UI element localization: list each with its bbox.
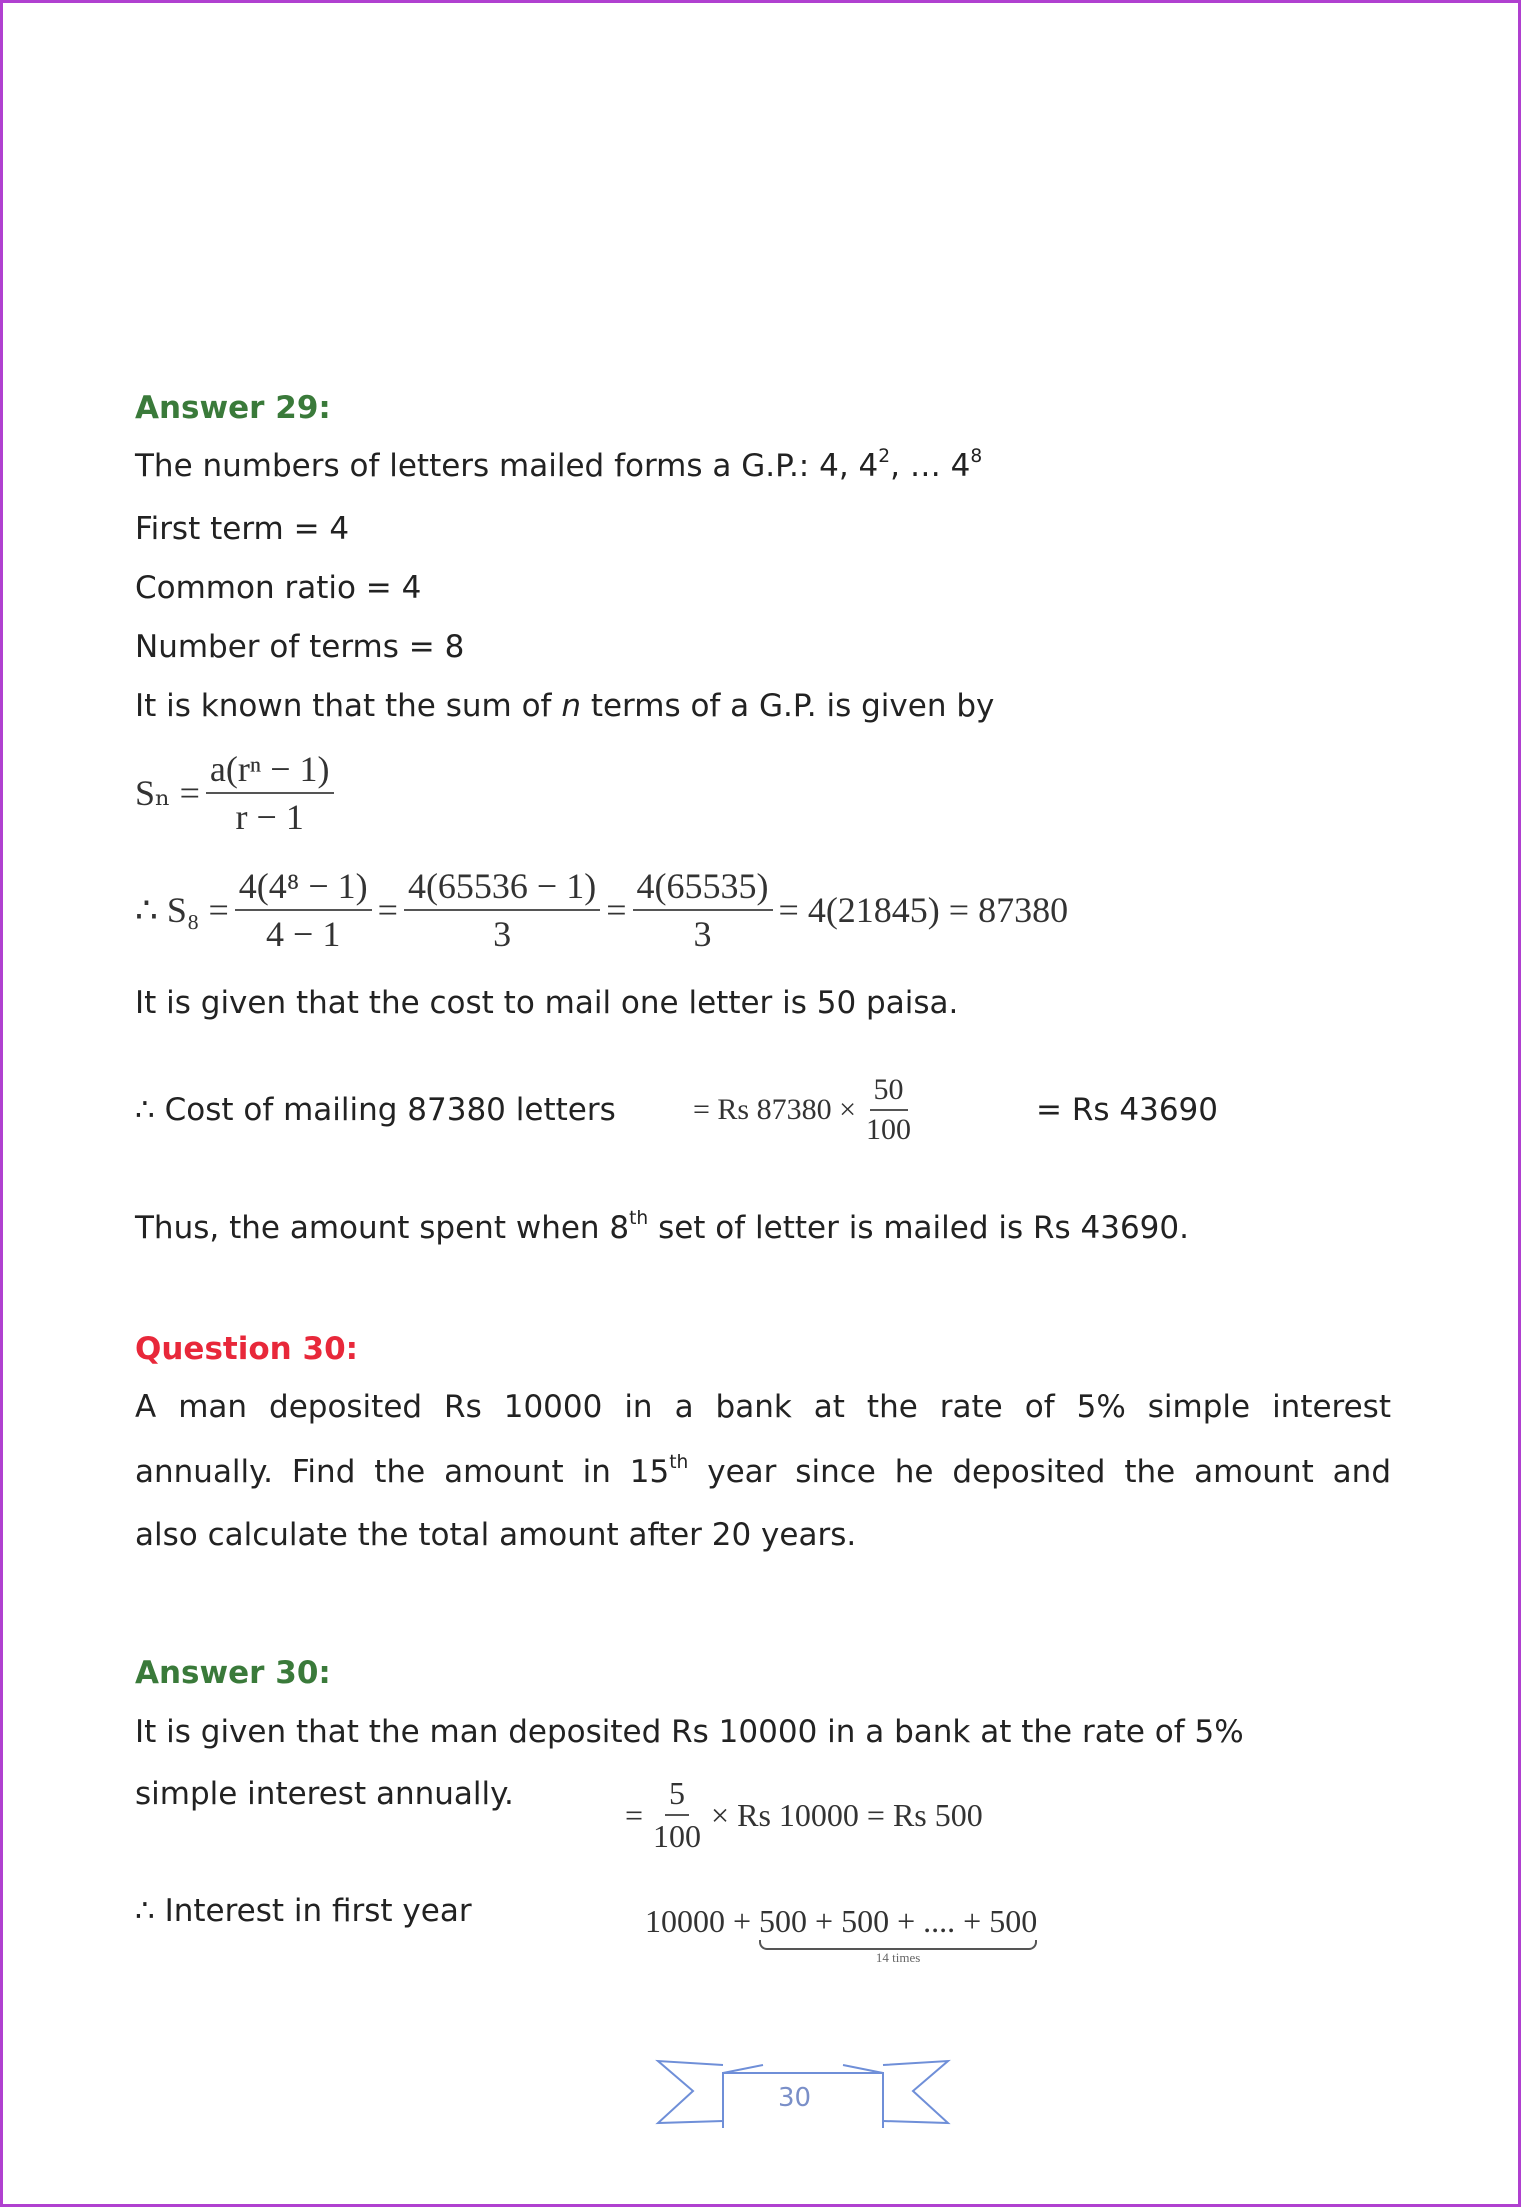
- cost-given: It is given that the cost to mail one letter is 50 paisa.: [135, 985, 959, 1021]
- sum-formula: Sₙ = $\frac{\text{a(rⁿ − 1)}}{r - 1}$: [135, 748, 340, 838]
- question-30-line-1: A man deposited Rs 10000 in a bank at the rate of 5% simple interest: [135, 1389, 1391, 1425]
- cost-result: = Rs 43690: [1036, 1092, 1218, 1128]
- gp-statement: The numbers of letters mailed forms a G.P.: 4, $4^2$, … $4^8$: [135, 446, 983, 484]
- number-of-terms: Number of terms = 8: [135, 629, 465, 665]
- question-30-line-3: also calculate the total amount after 20 years.: [135, 1517, 857, 1553]
- common-ratio: Common ratio = 4: [135, 570, 422, 606]
- question-30-line-2: annually. Find the amount in 15th year since he deposited the amount and: [135, 1452, 1391, 1490]
- question-30-heading: Question 30:: [135, 1331, 359, 1367]
- s8-calculation: ∴ S₈ = $\frac{\text{4(4⁸ − 1)}}{4 - 1}$ = $\frac{4(65536 - 1)}{3}$ = $\frac{4(65535)}{3}$ = 4(21845) = 87380: [135, 866, 1069, 954]
- first-term: First term = 4: [135, 511, 350, 547]
- answer-30-heading: Answer 30:: [135, 1655, 331, 1691]
- interest-formula: = $\frac{5}{100}$ × Rs 10000 = Rs 500: [625, 1775, 983, 1854]
- page-number: 30: [778, 2083, 812, 2113]
- amount-series-formula: 10000 + 500 + 500 + .... + 500 14 times: [645, 1903, 1038, 1965]
- cost-formula: = Rs 87380 × $\frac{50}{100}$: [693, 1073, 912, 1146]
- sum-formula-intro: It is known that the sum of n terms of a G.P. is given by: [135, 688, 995, 724]
- answer-30-line-2: simple interest annually.: [135, 1776, 514, 1812]
- cost-label: ∴ Cost of mailing 87380 letters: [135, 1092, 616, 1128]
- interest-first-year-label: ∴ Interest in first year: [135, 1893, 472, 1929]
- answer-29-heading: Answer 29:: [135, 390, 331, 426]
- answer-30-line-1: It is given that the man deposited Rs 10000 in a bank at the rate of 5%: [135, 1714, 1244, 1750]
- underbrace: [759, 1940, 1037, 1950]
- answer-29-conclusion: Thus, the amount spent when 8th set of letter is mailed is Rs 43690.: [135, 1208, 1189, 1246]
- page-number-ribbon: [653, 2053, 953, 2133]
